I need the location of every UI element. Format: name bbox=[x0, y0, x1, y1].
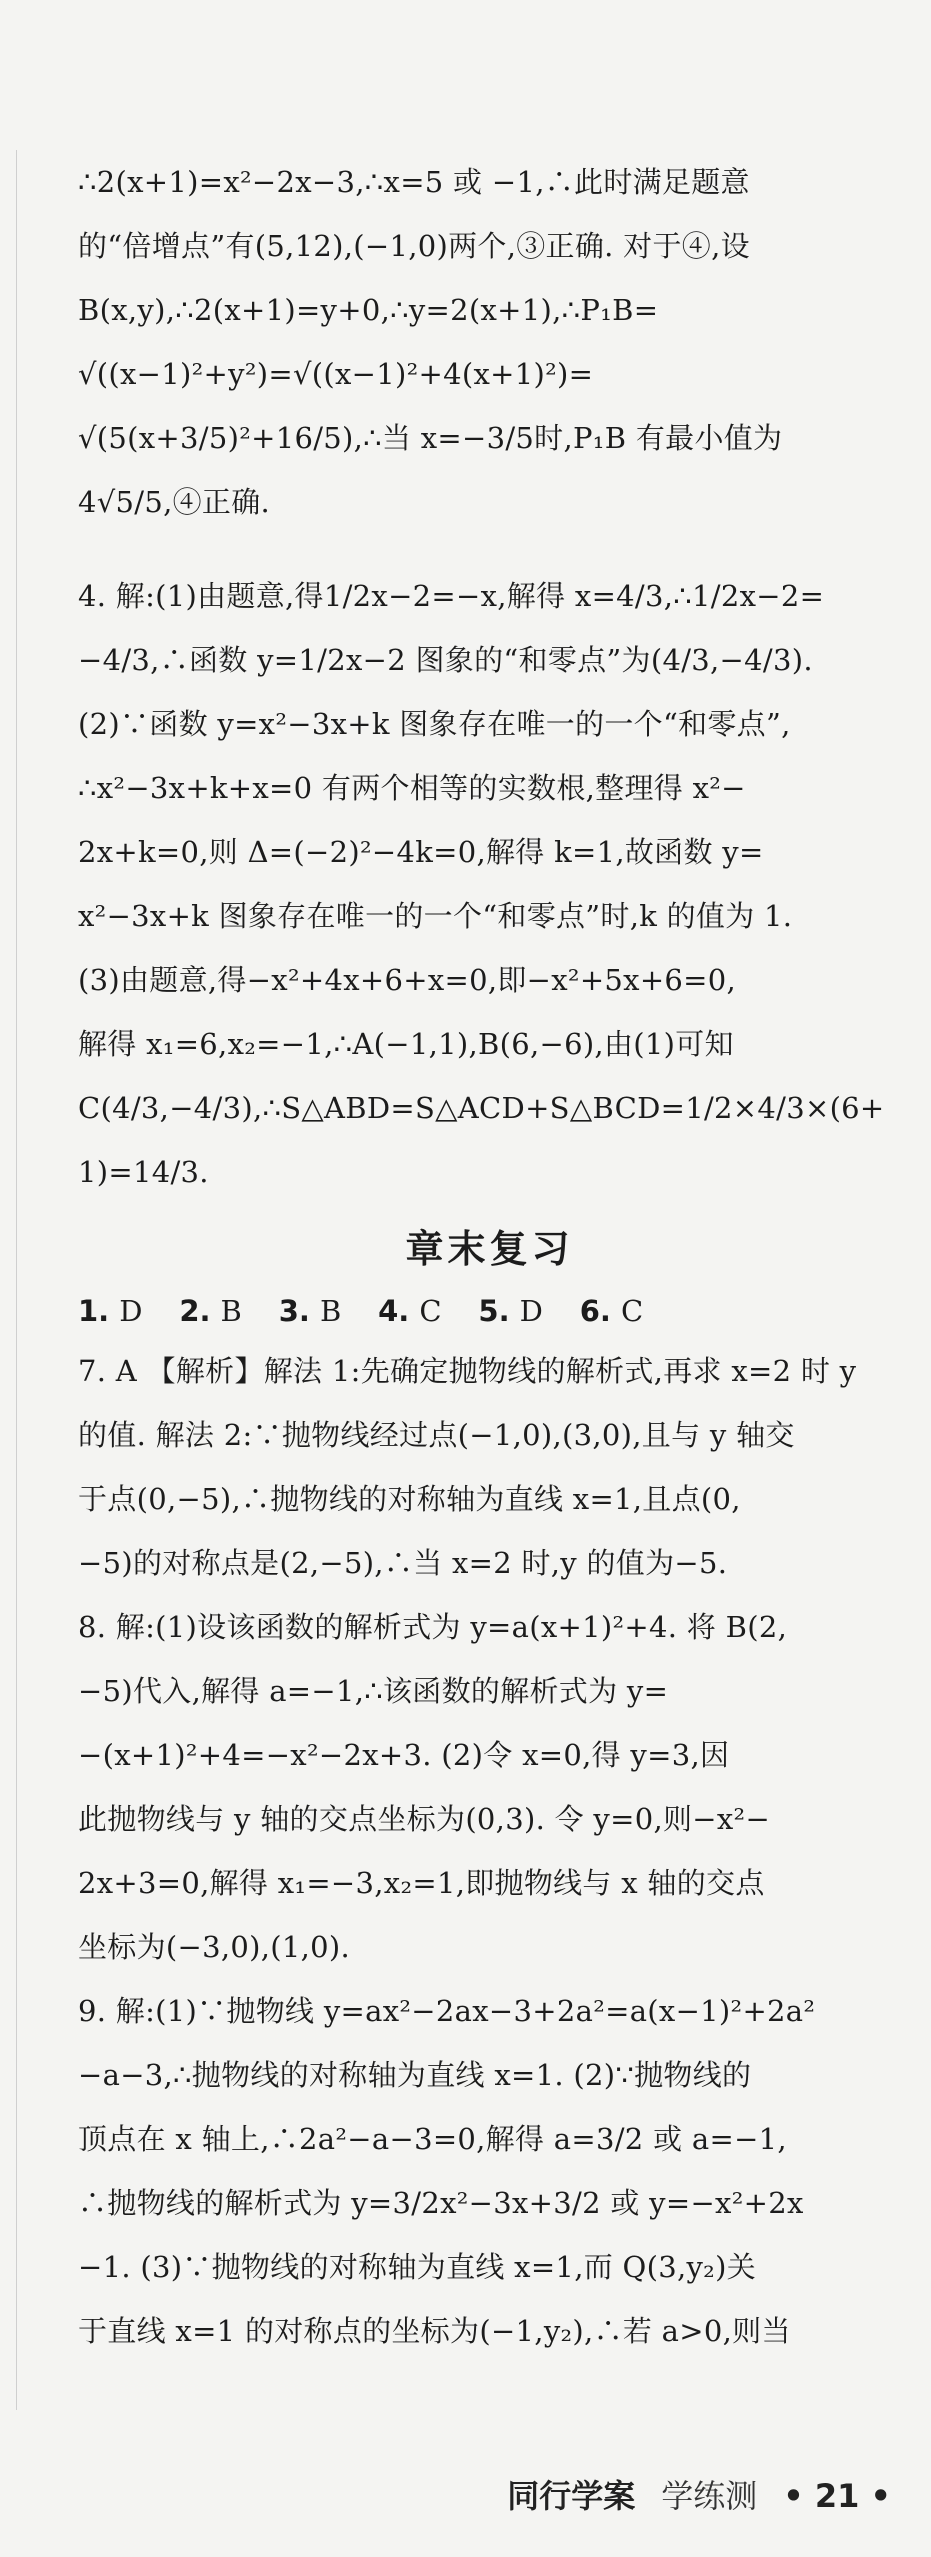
text-line: 2x+3=0,解得 x₁=−3,x₂=1,即抛物线与 x 轴的交点 bbox=[78, 1866, 765, 1900]
page-number: • 21 • bbox=[783, 2477, 891, 2515]
q4-solution bbox=[78, 564, 901, 1204]
text-line: 4. 解:(1)由题意,得1/2x−2=−x,解得 x=4/3,∴1/2x−2= bbox=[78, 579, 825, 613]
text-line: ∴2(x+1)=x²−2x−3,∴x=5 或 −1,∴此时满足题意 bbox=[78, 165, 750, 199]
text-line: B(x,y),∴2(x+1)=y+0,∴y=2(x+1),∴P₁B= bbox=[78, 293, 659, 327]
text-line: 1)=14/3. bbox=[78, 1155, 209, 1189]
text-line: ∴x²−3x+k+x=0 有两个相等的实数根,整理得 x²− bbox=[78, 771, 746, 805]
text-line: −1. (3)∵抛物线的对称轴为直线 x=1,而 Q(3,y₂)关 bbox=[78, 2250, 757, 2284]
q9-solution bbox=[78, 1979, 901, 2363]
text-line: ∴抛物线的解析式为 y=3/2x²−3x+3/2 或 y=−x²+2x bbox=[78, 2186, 804, 2220]
answer-item: 5. D bbox=[478, 1294, 543, 1328]
text-line: 顶点在 x 轴上,∴2a²−a−3=0,解得 a=3/2 或 a=−1, bbox=[78, 2122, 787, 2156]
text-line: 9. 解:(1)∵抛物线 y=ax²−2ax−3+2a²=a(x−1)²+2a² bbox=[78, 1994, 816, 2028]
text-line: √(5(x+3/5)²+16/5),∴当 x=−3/5时,P₁B 有最小值为 bbox=[78, 421, 783, 455]
text-line: −(x+1)²+4=−x²−2x+3. (2)令 x=0,得 y=3,因 bbox=[78, 1738, 730, 1772]
text-line: (3)由题意,得−x²+4x+6+x=0,即−x²+5x+6=0, bbox=[78, 963, 737, 997]
q8-solution bbox=[78, 1595, 901, 1979]
page-footer bbox=[507, 2471, 891, 2517]
text-line: 此抛物线与 y 轴的交点坐标为(0,3). 令 y=0,则−x²− bbox=[78, 1802, 771, 1836]
text-line: 于点(0,−5),∴抛物线的对称轴为直线 x=1,且点(0, bbox=[78, 1482, 741, 1516]
text-line: −4/3,∴函数 y=1/2x−2 图象的“和零点”为(4/3,−4/3). bbox=[78, 643, 813, 677]
text-line: 的值. 解法 2:∵抛物线经过点(−1,0),(3,0),且与 y 轴交 bbox=[78, 1418, 795, 1452]
q7-solution bbox=[78, 1339, 901, 1595]
answer-item: 4. C bbox=[378, 1294, 442, 1328]
text-line: 2x+k=0,则 Δ=(−2)²−4k=0,解得 k=1,故函数 y= bbox=[78, 835, 764, 869]
brand-subtitle: 学练测 bbox=[661, 2477, 758, 2515]
answer-item: 1. D bbox=[78, 1294, 143, 1328]
solution-content bbox=[78, 150, 901, 2363]
text-line: 于直线 x=1 的对称点的坐标为(−1,y₂),∴若 a>0,则当 bbox=[78, 2314, 791, 2348]
text-line: −5)的对称点是(2,−5),∴当 x=2 时,y 的值为−5. bbox=[78, 1546, 728, 1580]
section-title: 章末复习 bbox=[405, 1227, 574, 1271]
text-line: 4√5/5,④正确. bbox=[78, 485, 271, 519]
text-line: 7. A 【解析】解法 1:先确定抛物线的解析式,再求 x=2 时 y bbox=[78, 1354, 857, 1388]
margin-rule bbox=[16, 150, 17, 2410]
q3-continued bbox=[78, 150, 901, 534]
text-line: 解得 x₁=6,x₂=−1,∴A(−1,1),B(6,−6),由(1)可知 bbox=[78, 1027, 734, 1061]
text-line: C(4/3,−4/3),∴S△ABD=S△ACD+S△BCD=1/2×4/3×(6+ bbox=[78, 1091, 885, 1125]
text-line: 坐标为(−3,0),(1,0). bbox=[78, 1930, 351, 1964]
text-line: −a−3,∴抛物线的对称轴为直线 x=1. (2)∵抛物线的 bbox=[78, 2058, 752, 2092]
text-line: x²−3x+k 图象存在唯一的一个“和零点”时,k 的值为 1. bbox=[78, 899, 793, 933]
text-line: −5)代入,解得 a=−1,∴该函数的解析式为 y= bbox=[78, 1674, 669, 1708]
answer-item: 6. C bbox=[579, 1294, 644, 1328]
text-line: (2)∵函数 y=x²−3x+k 图象存在唯一的一个“和零点”, bbox=[78, 707, 791, 741]
text-line: 的“倍增点”有(5,12),(−1,0)两个,③正确. 对于④,设 bbox=[78, 229, 750, 263]
answer-item: 2. B bbox=[179, 1294, 242, 1328]
answer-item: 3. B bbox=[278, 1294, 342, 1328]
brand-name: 同行学案 bbox=[507, 2477, 636, 2515]
text-line: 8. 解:(1)设该函数的解析式为 y=a(x+1)²+4. 将 B(2, bbox=[78, 1610, 788, 1644]
text-line: √((x−1)²+y²)=√((x−1)²+4(x+1)²)= bbox=[78, 357, 594, 391]
answer-list bbox=[78, 1283, 901, 1339]
